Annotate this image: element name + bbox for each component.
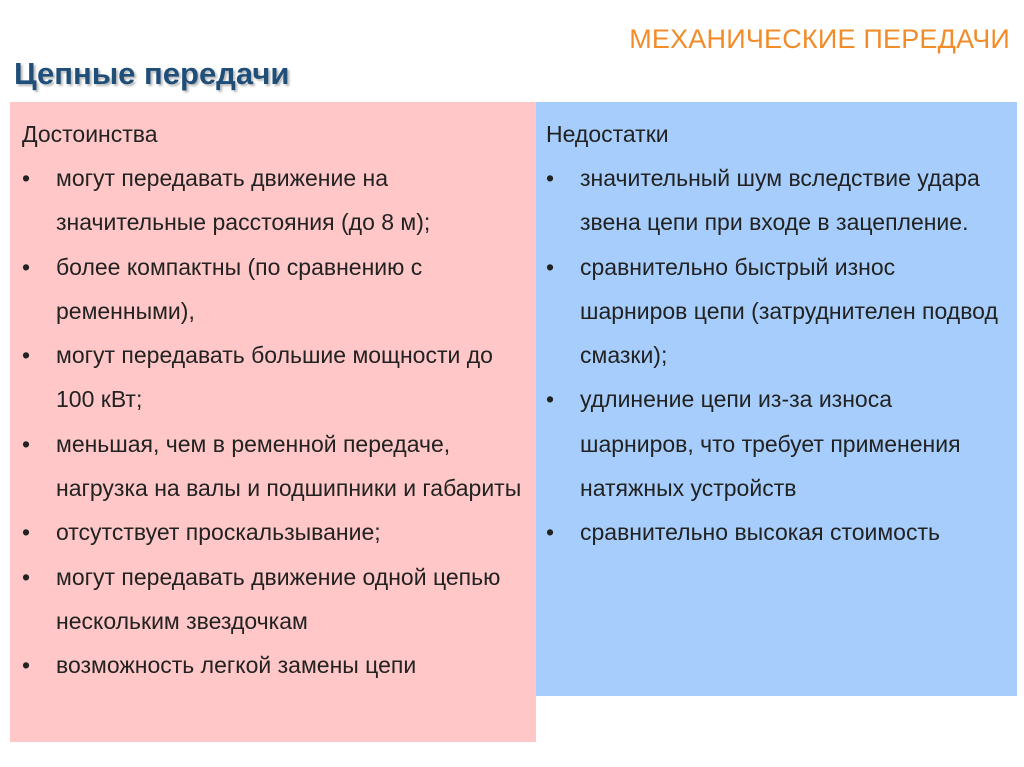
bullet-icon: • [546,386,555,413]
list-item [22,510,526,554]
list-item [22,333,526,422]
list-item [22,555,526,644]
list-item [22,643,526,687]
list-item-text: могут передавать большие мощности до 100 кВт; [56,342,493,413]
list-item-text: сравнительно высокая стоимость [580,519,940,546]
bullet-icon: • [22,519,31,546]
list-item [22,422,526,511]
bullet-icon: • [546,165,555,191]
section-super-title: МЕХАНИЧЕСКИЕ ПЕРЕДАЧИ [629,24,1010,54]
list-item [546,510,1007,554]
list-item [546,377,1007,510]
bullet-icon: • [22,342,31,369]
disadvantages-list [546,156,1007,555]
advantages-heading: Достоинства [22,121,158,147]
bullet-icon: • [546,519,555,546]
list-item-text: более компактны (по сравнению с ременными), [56,253,423,324]
list-item-text: могут передавать движение на значительные расстояния (до 8 м); [56,165,431,236]
advantages-panel [10,102,536,742]
list-item [546,156,1007,245]
list-item-text: сравнительно быстрый износ шарниров цепи (затруднителен подвод смазки); [580,253,998,369]
list-item [22,245,526,334]
list-item-text: удлинение цепи из-за износа шарниров, что требует применения натяжных устройств [580,386,961,502]
advantages-list [22,156,526,688]
list-item-text: возможность легкой замены цепи [56,652,417,679]
list-item-text: значительный шум вследствие удара звена цепи при входе в зацепление. [580,165,980,236]
list-item-text: могут передавать движение одной цепью нескольким звездочкам [56,563,501,634]
bullet-icon: • [22,165,31,191]
slide-title: Цепные передачи [14,56,290,91]
disadvantages-heading: Недостатки [546,121,669,147]
list-item-text: отсутствует проскальзывание; [56,519,381,546]
list-item [546,245,1007,378]
bullet-icon: • [22,253,31,280]
bullet-icon: • [22,563,31,590]
list-item-text: меньшая, чем в ременной передаче, нагрузка на валы и подшипники и габариты [56,430,522,502]
list-item [22,156,526,245]
bullet-icon: • [22,652,31,679]
bullet-icon: • [546,253,555,280]
bullet-icon: • [22,430,31,457]
disadvantages-panel [536,102,1017,696]
